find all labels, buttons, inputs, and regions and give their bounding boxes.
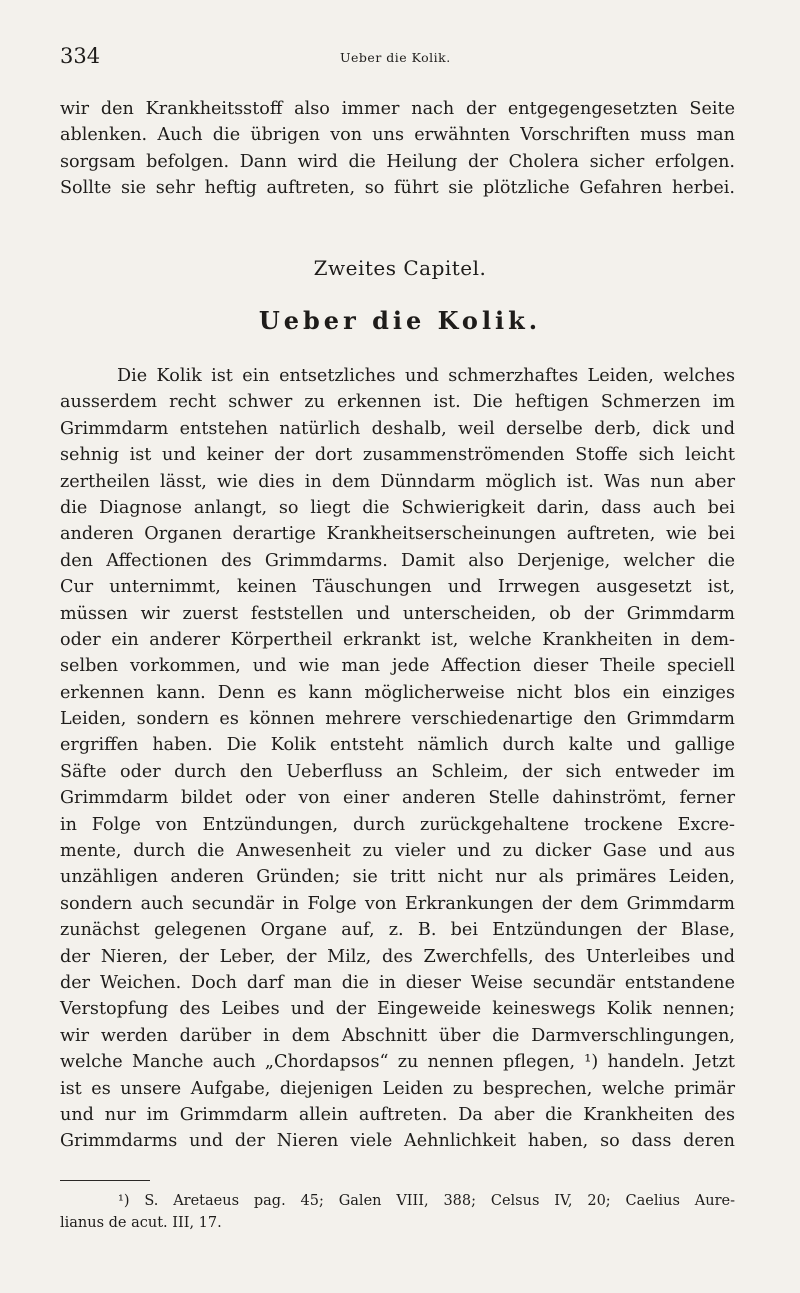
text-line: Säfte oder durch den Ueberfluss an Schleim, der sich entweder im	[60, 761, 735, 782]
footnote-divider	[60, 1180, 150, 1181]
text-line: der Weichen. Doch darf man die in dieser Weise secundär entstandene	[60, 972, 735, 993]
footnote	[60, 1190, 735, 1234]
text-line: Verstopfung des Leibes und der Eingeweide keineswegs Kolik nennen;	[60, 999, 735, 1020]
text-line: ergriffen haben. Die Kolik entsteht nämlich durch kalte und gallige	[60, 735, 735, 756]
page-header	[60, 44, 740, 74]
text-line: Grimmdarms und der Nieren viele Aehnlichkeit haben, so dass deren	[60, 1131, 735, 1152]
text-line: ausserdem recht schwer zu erkennen ist. Die heftigen Schmerzen im	[60, 392, 735, 413]
text-line: Die Kolik ist ein entsetzliches und schmerzhaftes Leiden, welches	[117, 366, 735, 386]
text-line: unzähligen anderen Gründen; sie tritt nicht nur als primäres Leiden,	[60, 867, 735, 888]
text-line: Grimmdarm bildet oder von einer anderen Stelle dahinströmt, ferner	[60, 788, 735, 809]
text-line: Grimmdarm entstehen natürlich deshalb, weil derselbe derb, dick und	[60, 418, 735, 439]
text-line: und nur im Grimmdarm allein auftreten. Da aber die Krankheiten des	[60, 1104, 735, 1125]
text-line: erkennen kann. Denn es kann möglicherweise nicht blos ein einziges	[60, 682, 735, 703]
footnote-line: lianus de acut. III, 17.	[60, 1215, 222, 1231]
text-line: wir den Krankheitsstoff also immer nach der entgegengesetzten Seite	[60, 99, 735, 119]
text-line: den Affectionen des Grimmdarms. Damit also Derjenige, welcher die	[60, 550, 735, 571]
text-line: mente, durch die Anwesenheit zu vieler und zu dicker Gase und aus	[60, 841, 735, 862]
text-line: wir werden darüber in dem Abschnitt über die Darmverschlingungen,	[60, 1025, 735, 1046]
text-line: Cur unternimmt, keinen Täuschungen und Irrwegen ausgesetzt ist,	[60, 577, 735, 598]
text-line: Leiden, sondern es können mehrere verschiedenartige den Grimmdarm	[60, 709, 735, 730]
running-title: Ueber die Kolik.	[340, 50, 451, 65]
page-number: 334	[60, 44, 101, 68]
text-line: der Nieren, der Leber, der Milz, des Zwerchfells, des Unterleibes und	[60, 946, 735, 967]
chapter-title: Ueber die Kolik.	[258, 306, 542, 335]
text-line: ist es unsere Aufgabe, diejenigen Leiden zu besprechen, welche primär	[60, 1078, 735, 1099]
continued-paragraph	[60, 96, 735, 202]
text-line: sehnig ist und keiner der dort zusammenströmenden Stoffe sich leicht	[60, 445, 735, 466]
text-line: sondern auch secundär in Folge von Erkrankungen der dem Grimmdarm	[60, 893, 735, 914]
text-line: welche Manche auch „Chordapsos“ zu nennen pflegen, ¹) handeln. Jetzt	[60, 1052, 735, 1073]
text-line: müssen wir zuerst feststellen und unterscheiden, ob der Grimmdarm	[60, 603, 735, 624]
text-line: sorgsam befolgen. Dann wird die Heilung der Cholera sicher erfolgen.	[60, 151, 735, 172]
text-line: Sollte sie sehr heftig auftreten, so führt sie plötzliche Gefahren herbei.	[60, 178, 735, 199]
text-line: selben vorkommen, und wie man jede Affection dieser Theile speciell	[60, 656, 735, 677]
footnote-line: ¹) S. Aretaeus pag. 45; Galen VIII, 388; Celsus IV, 20; Caelius Aure-	[118, 1193, 735, 1209]
text-line: die Diagnose anlangt, so liegt die Schwierigkeit darin, dass auch bei	[60, 497, 735, 518]
text-line: in Folge von Entzündungen, durch zurückgehaltene trockene Excre-	[60, 814, 735, 835]
chapter-paragraph	[60, 363, 735, 1155]
text-line: zertheilen lässt, wie dies in dem Dünndarm möglich ist. Was nun aber	[60, 471, 735, 492]
text-line: anderen Organen derartige Krankheitserscheinungen auftreten, wie bei	[60, 524, 735, 545]
text-line: zunächst gelegenen Organe auf, z. B. bei Entzündungen der Blase,	[60, 920, 735, 941]
text-line: oder ein anderer Körpertheil erkrankt ist, welche Krankheiten in dem-	[60, 629, 735, 650]
text-line: ablenken. Auch die übrigen von uns erwähnten Vorschriften muss man	[60, 125, 735, 146]
chapter-label: Zweites Capitel.	[313, 256, 487, 280]
